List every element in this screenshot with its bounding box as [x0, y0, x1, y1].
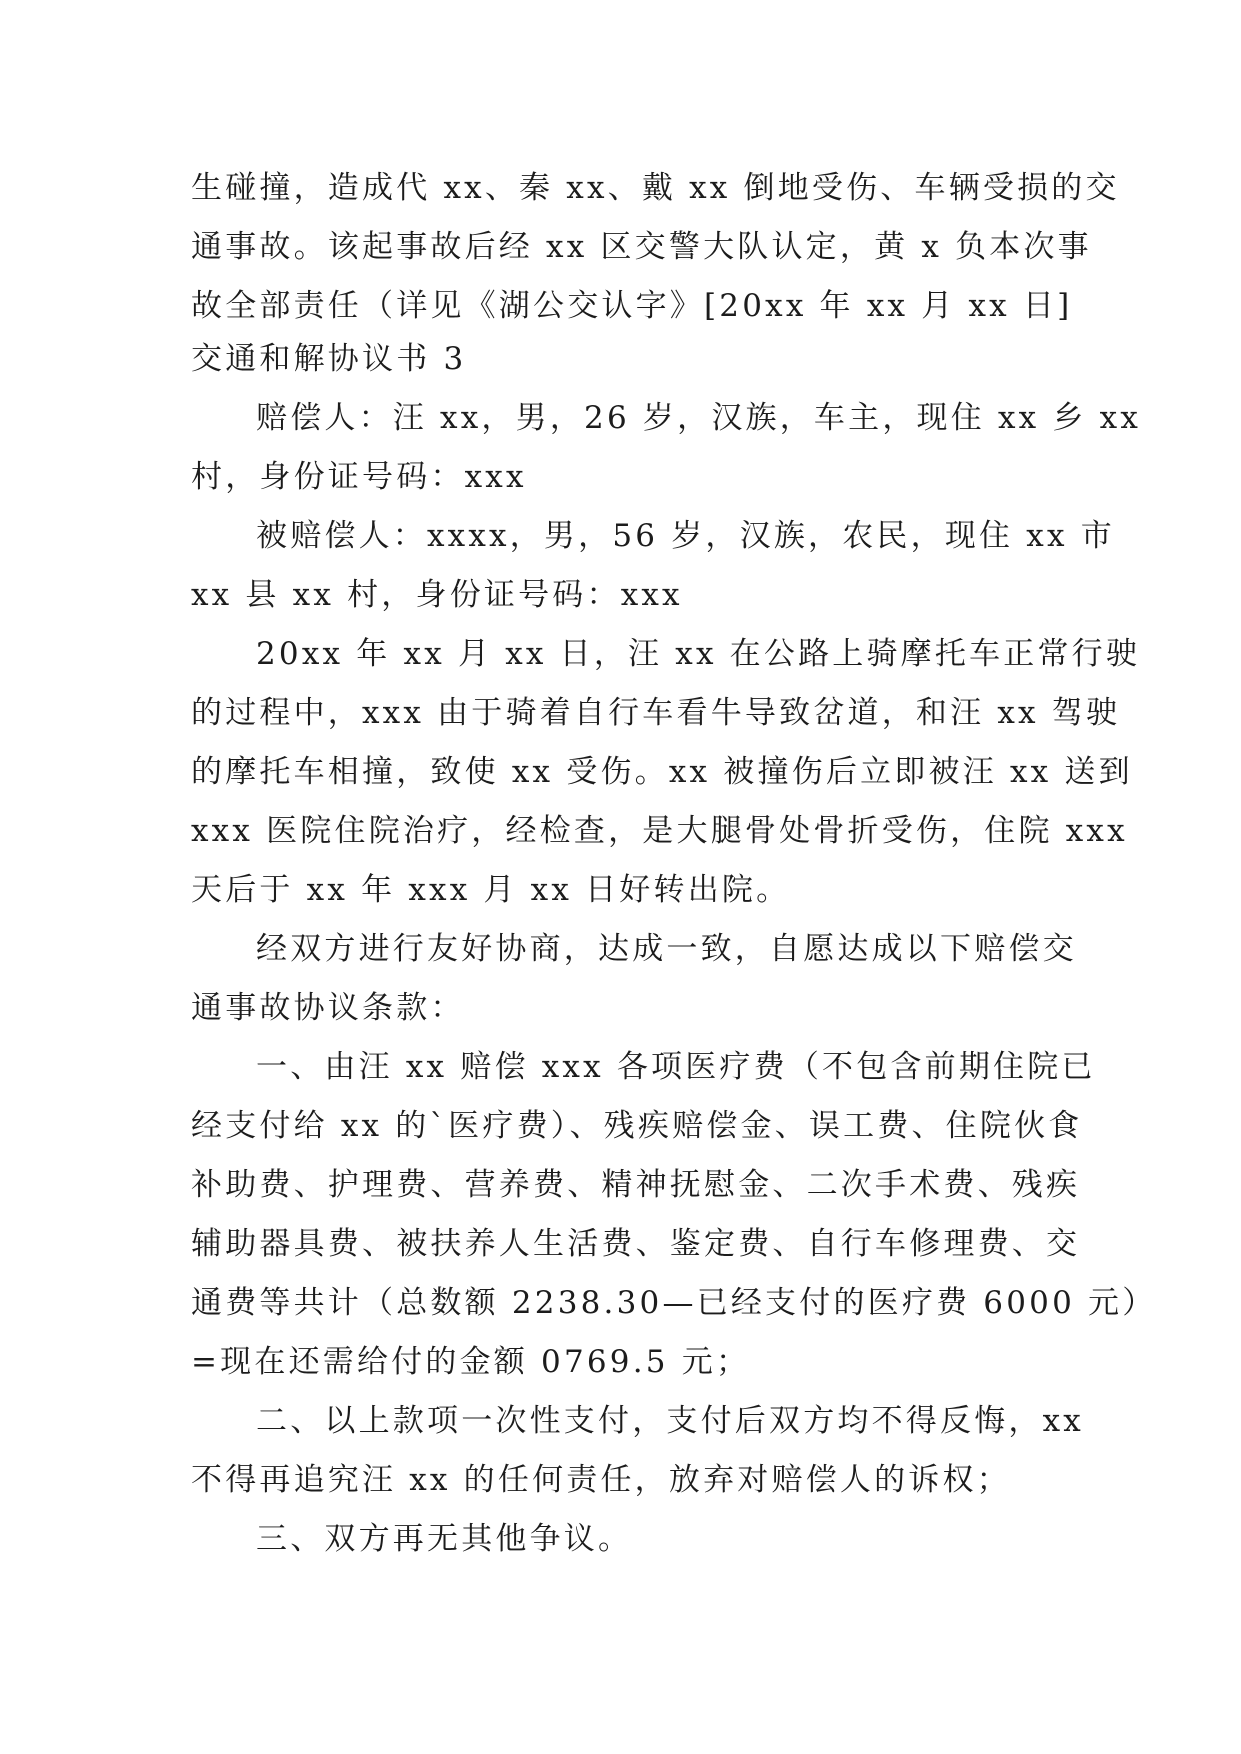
text-line: xx 县 xx 村，身份证号码：xxx — [191, 577, 683, 613]
text-line: 的摩托车相撞，致使 xx 受伤。xx 被撞伤后立即被汪 xx 送到 — [191, 754, 1133, 790]
text-line: 20xx 年 xx 月 xx 日，汪 xx 在公路上骑摩托车正常行驶 — [256, 636, 1141, 672]
text-line: 三、双方再无其他争议。 — [256, 1521, 633, 1557]
text-line: 不得再追究汪 xx 的任何责任，放弃对赔偿人的诉权； — [191, 1462, 1011, 1498]
text-line: 被赔偿人：xxxx，男，56 岁，汉族，农民，现住 xx 市 — [256, 518, 1115, 554]
text-line: 故全部责任（详见《湖公交认字》[20xx 年 xx 月 xx 日] — [191, 288, 1073, 324]
text-line: 通费等共计（总数额 2238.30—已经支付的医疗费 6000 元） — [191, 1285, 1157, 1321]
text-line: 经双方进行友好协商，达成一致，自愿达成以下赔偿交 — [256, 931, 1077, 967]
text-line: 天后于 xx 年 xxx 月 xx 日好转出院。 — [191, 872, 791, 908]
text-line: 生碰撞，造成代 xx、秦 xx、戴 xx 倒地受伤、车辆受损的交 — [191, 170, 1120, 206]
text-line: 经支付给 xx 的`医疗费）、残疾赔偿金、误工费、住院伙食 — [191, 1108, 1083, 1144]
text-line: 一、由汪 xx 赔偿 xxx 各项医疗费（不包含前期住院已 — [256, 1049, 1096, 1085]
text-line: 村，身份证号码：xxx — [191, 459, 527, 495]
text-line: 辅助器具费、被扶养人生活费、鉴定费、自行车修理费、交 — [191, 1226, 1081, 1262]
text-line: =现在还需给付的金额 0769.5 元； — [191, 1344, 751, 1380]
text-line: 的过程中，xxx 由于骑着自行车看牛导致岔道，和汪 xx 驾驶 — [191, 695, 1121, 731]
text-line: 通事故。该起事故后经 xx 区交警大队认定，黄 x 负本次事 — [191, 229, 1092, 265]
text-line: 二、以上款项一次性支付，支付后双方均不得反悔，xx — [256, 1403, 1084, 1439]
text-line: 通事故协议条款： — [191, 990, 465, 1026]
text-line: 赔偿人：汪 xx，男，26 岁，汉族，车主，现住 xx 乡 xx — [256, 400, 1142, 436]
text-line: xxx 医院住院治疗，经检查，是大腿骨处骨折受伤，住院 xxx — [191, 813, 1128, 849]
text-line: 补助费、护理费、营养费、精神抚慰金、二次手术费、残疾 — [191, 1167, 1081, 1203]
section-heading: 交通和解协议书 3 — [191, 341, 467, 377]
